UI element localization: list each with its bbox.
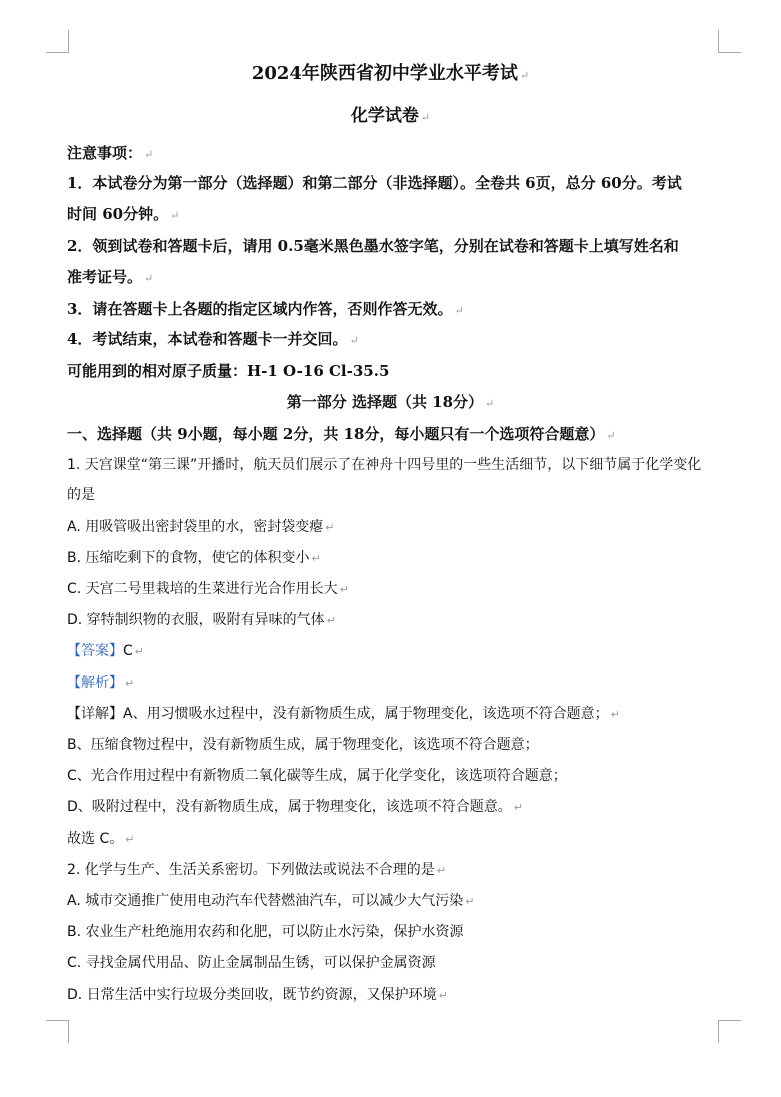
question-1-conclusion: 故选 C。 ↵ [67,831,135,847]
question-1-detail-c: C、光合作用过程中有新物质二氧化碳等生成，属于化学变化，该选项符合题意； [67,768,567,784]
question-1-detail-b: B、压缩食物过程中，没有新物质生成，属于物理变化，该选项不符合题意； [67,737,539,753]
question-2-option-b: B. 农业生产杜绝施用农药和化肥，可以防止水污染，保护水资源 [67,924,464,940]
corner-mark-bottom-left [46,1020,69,1043]
corner-mark-top-left [46,30,69,53]
notes-heading: 注意事项： ↵ [67,144,154,162]
note-4: 4．考试结束，本试卷和答题卡一并交回。 ↵ [67,330,359,348]
question-1-stem-line-2: 的是 [67,487,95,503]
part-one-title: 第一部分 选择题（共 18分） ↵ [286,393,495,411]
note-1-line-1: 1．本试卷分为第一部分（选择题）和第二部分（非选择题）。全卷共 6页，总分 60分。考试 [67,174,682,192]
note-2-line-1: 2．领到试卷和答题卡后，请用 0.5毫米黑色墨水签字笔，分别在试卷和答题卡上填写姓名和 [67,237,679,255]
corner-mark-top-right [718,30,741,53]
question-1-option-b: B. 压缩吃剩下的食物，使它的体积变小 ↵ [67,550,321,566]
question-1-option-c: C. 天宫二号里栽培的生菜进行光合作用长大 ↵ [67,581,349,597]
question-1-analysis-tag: 【解析】 ↵ [67,675,135,691]
question-1-option-d: D. 穿特制织物的衣服，吸附有异味的气体 ↵ [67,612,336,628]
atomic-mass-info: 可能用到的相对原子质量：H-1 O-16 Cl-35.5 [67,362,390,380]
question-1-detail-d: D、吸附过程中，没有新物质生成，属于物理变化，该选项不符合题意。 ↵ [67,799,523,815]
exam-title: 2024年陕西省初中学业水平考试 ↵ [251,63,530,84]
question-1-stem-line-1: 1. 天宫课堂“第三课”开播时，航天员们展示了在神舟十四号里的一些生活细节，以下细节属于化学变化 [67,457,702,473]
question-2-option-a: A. 城市交通推广使用电动汽车代替燃油汽车，可以减少大气污染 ↵ [67,893,475,909]
note-3: 3．请在答题卡上各题的指定区域内作答，否则作答无效。 ↵ [67,300,464,318]
question-1-answer: 【答案】C ↵ [67,643,144,659]
question-1-detail-a: 【详解】A、用习惯吸水过程中，没有新物质生成，属于物理变化，该选项不符合题意； ↵ [67,706,620,722]
note-1-line-2: 时间 60分钟。 ↵ [67,205,180,223]
question-2-option-d: D. 日常生活中实行垃圾分类回收，既节约资源，又保护环境 ↵ [67,987,448,1003]
detail-tag: 【详解】 [67,706,123,722]
note-2-line-2: 准考证号。 ↵ [67,268,154,286]
exam-subtitle: 化学试卷 ↵ [350,106,431,126]
corner-mark-bottom-right [718,1020,741,1043]
choice-section-title: 一、选择题（共 9小题，每小题 2分，共 18分，每小题只有一个选项符合题意） ↵ [67,425,616,443]
question-2-option-c: C. 寻找金属代用品、防止金属制品生锈，可以保护金属资源 [67,955,436,971]
question-1-option-a: A. 用吸管吸出密封袋里的水，密封袋变瘪 ↵ [67,519,335,535]
question-2-stem: 2. 化学与生产、生活关系密切。下列做法或说法不合理的是 ↵ [67,862,447,878]
answer-tag: 【答案】 [67,643,123,659]
